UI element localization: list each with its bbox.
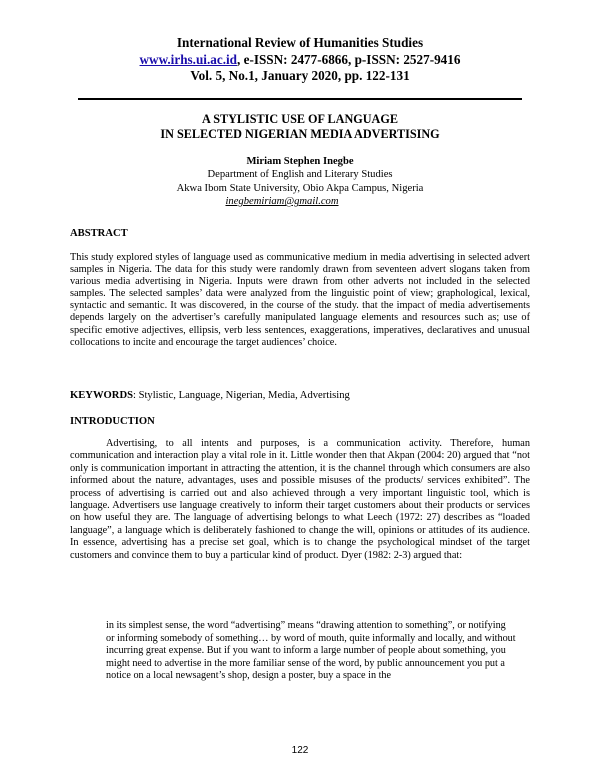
- article-title-line-2: IN SELECTED NIGERIAN MEDIA ADVERTISING: [160, 126, 440, 141]
- keywords-label: KEYWORDS: [70, 390, 133, 401]
- abstract-heading: ABSTRACT: [70, 228, 128, 239]
- journal-issn: , e-ISSN: 2477-6866, p-ISSN: 2527-9416: [237, 51, 461, 67]
- author-name: Miriam Stephen Inegbe: [246, 156, 354, 167]
- keywords-line: [70, 389, 530, 402]
- article-title-line-1: A STYLISTIC USE OF LANGUAGE: [202, 112, 398, 126]
- journal-volume: Vol. 5, No.1, January 2020, pp. 122-131: [190, 68, 410, 83]
- journal-header: [0, 35, 600, 85]
- author-block: [0, 155, 600, 209]
- block-quote: in its simplest sense, the word “advertising” means “drawing attention to something”, or notifying or informing somebody of something… by word of mouth, quite informally and locally, and without incurring great expense. But if you want to inform a large number of people about something, you might need to advertise in the more familiar sense of the word, by public announcement you put a notice on a local newsagent’s shop, design a poster, buy a space in the: [106, 620, 516, 682]
- author-email-link[interactable]: inegbemiriam@gmail.com: [225, 196, 339, 208]
- author-department: Department of English and Literary Studies: [207, 169, 393, 181]
- page-number: 122: [291, 745, 309, 756]
- journal-website-link[interactable]: www.irhs.ui.ac.id: [139, 51, 237, 67]
- journal-name: International Review of Humanities Studies: [176, 35, 424, 50]
- journal-identifiers: [0, 52, 600, 69]
- introduction-paragraph: Advertising, to all intents and purposes, is a communication activity. Therefore, human communication and interaction play a vital role in it. Little wonder then that Akpan (2004: 20) argued that “not only is communication important in attracting the attention, it is the channel through which consumers are also informed about the nature, advantages, uses and possible misuses of the products/ services exhibited”. The process of advertising is carried out and also achieved through a very important linguistic tool, which is language. Advertisers use language creatively to inform their target customers about their products or services on how useful they are. The language of advertising belongs to what Leech (1972: 27) describes as “loaded language”, a language which is deliberately fashioned to change the will, opinions or attitudes of its audience. In essence, advertising has a precise set goal, which is to change the psychological mindset of the target customers and convince them to buy a particular kind of product. Dyer (1982: 2-3) argued that:: [70, 438, 530, 561]
- author-institution: Akwa Ibom State University, Obio Akpa Campus, Nigeria: [176, 182, 424, 194]
- keywords-text: : Stylistic, Language, Nigerian, Media, Advertising: [132, 390, 350, 401]
- introduction-heading: INTRODUCTION: [70, 416, 155, 427]
- article-title: [0, 112, 600, 141]
- header-divider: [78, 98, 522, 100]
- abstract-text: This study explored styles of language used as communicative medium in media advertising in selected advert samples in Nigeria. The data for this study were randomly drawn from seventeen advert slogans taken from various media advertising in Nigeria. Inputs were drawn from other adverts not included in the selected samples. The selected samples’ data were analyzed from the linguistic point of view; graphological, lexical, syntactic and semantic. It was discovered, in the course of the study. that the impact of media advertisements depends largely on the advertiser’s carefully manipulated language elements and resources such as; use of specific emotive adjectives, ellipsis, verb less sentences, exaggerations, imperatives, declaratives and unusual collocations to incite and encourage the target audiences’ choice.: [70, 252, 530, 348]
